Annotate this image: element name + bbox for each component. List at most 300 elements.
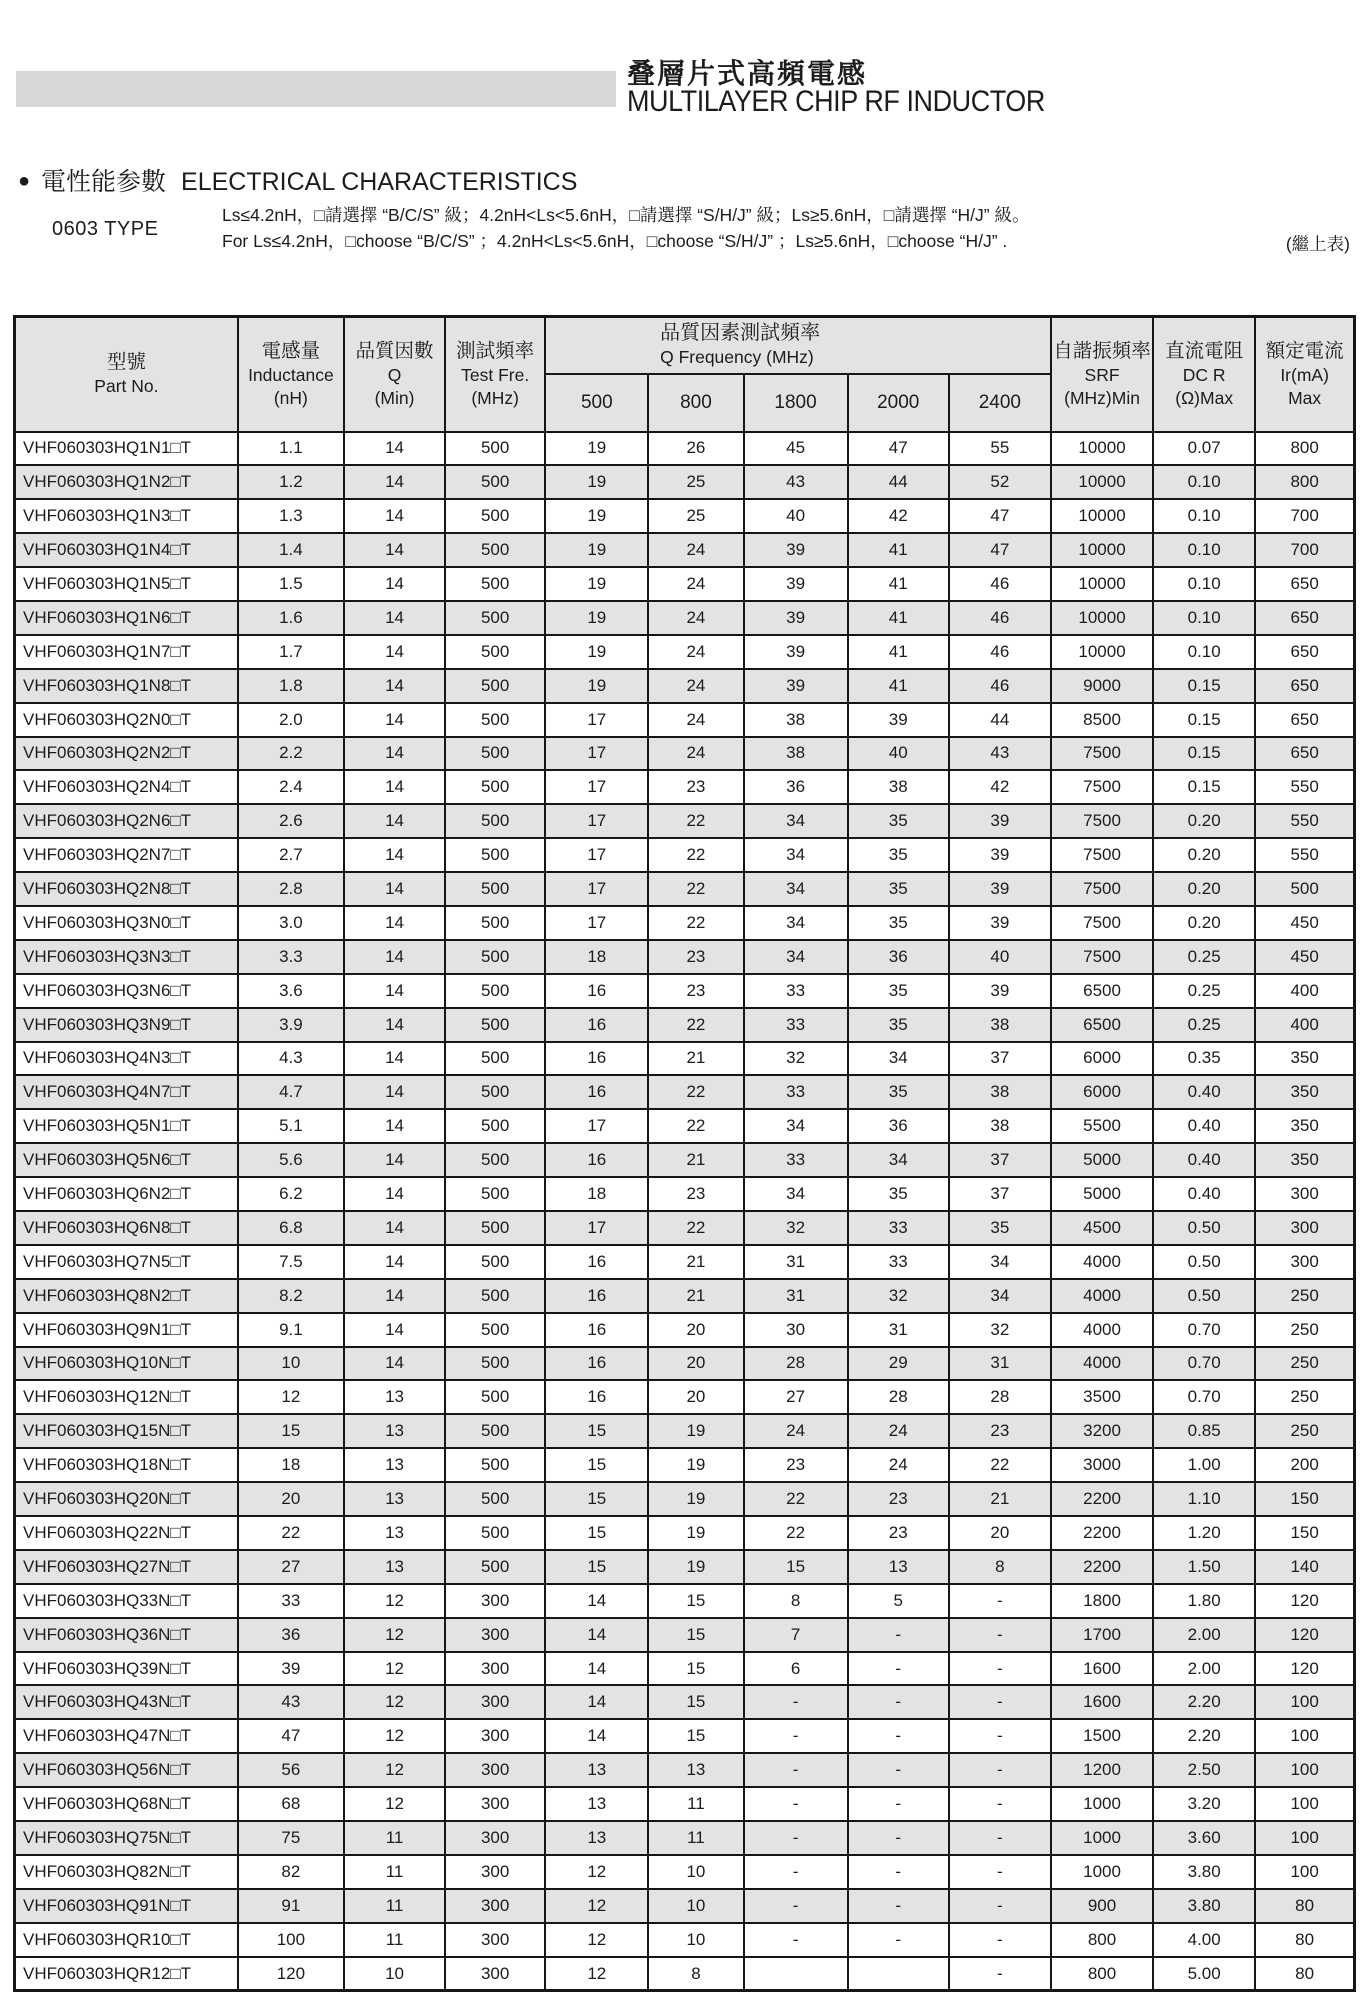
value-cell: 31 [848, 1313, 949, 1347]
value-cell: 35 [848, 872, 949, 906]
value-cell: 400 [1255, 974, 1354, 1008]
value-cell: 14 [344, 1347, 445, 1381]
value-cell: 300 [445, 1889, 545, 1923]
col-header-srf [1051, 317, 1153, 432]
value-cell: 24 [848, 1448, 949, 1482]
value-cell: 0.10 [1153, 567, 1255, 601]
value-cell: 14 [344, 838, 445, 872]
value-cell: 91 [238, 1889, 344, 1923]
part-no-cell: VHF060303HQ7N5□T [15, 1245, 238, 1279]
part-no-cell: VHF060303HQ1N4□T [15, 533, 238, 567]
value-cell: 550 [1255, 804, 1354, 838]
value-cell: 14 [545, 1685, 648, 1719]
value-cell: - [848, 1923, 949, 1957]
part-no-header-zh: 型號 [106, 351, 146, 374]
value-cell: 1200 [1051, 1753, 1153, 1787]
value-cell: 14 [545, 1719, 648, 1753]
value-cell: - [949, 1923, 1051, 1957]
col-header-2000mhz: 2000 [848, 374, 949, 432]
value-cell: 16 [545, 1380, 648, 1414]
value-cell: 0.15 [1153, 770, 1255, 804]
value-cell: 14 [344, 1245, 445, 1279]
value-cell: 19 [648, 1414, 743, 1448]
value-cell: 17 [545, 770, 648, 804]
ir-header-en: Ir(mA) [1280, 364, 1329, 385]
value-cell: 1.10 [1153, 1482, 1255, 1516]
value-cell: 35 [949, 1211, 1051, 1245]
value-cell: 35 [848, 1177, 949, 1211]
value-cell: 1000 [1051, 1787, 1153, 1821]
table-row [15, 1279, 1355, 1313]
value-cell: 34 [848, 1042, 949, 1076]
value-cell: 1.7 [238, 635, 344, 669]
part-no-cell: VHF060303HQ1N7□T [15, 635, 238, 669]
value-cell: 38 [949, 1109, 1051, 1143]
part-no-cell: VHF060303HQ2N2□T [15, 737, 238, 771]
value-cell: 12 [344, 1719, 445, 1753]
table-row [15, 499, 1355, 533]
value-cell: 800 [1051, 1957, 1153, 1991]
value-cell: 1.80 [1153, 1584, 1255, 1618]
value-cell: 17 [545, 838, 648, 872]
value-cell: 500 [445, 1279, 545, 1313]
value-cell: - [949, 1821, 1051, 1855]
value-cell: 12 [344, 1685, 445, 1719]
value-cell: 1000 [1051, 1821, 1153, 1855]
q-header-unit: (Min) [374, 387, 415, 408]
value-cell: 800 [1051, 1923, 1153, 1957]
part-no-cell: VHF060303HQ1N1□T [15, 432, 238, 466]
table-row [15, 1211, 1355, 1245]
part-no-cell: VHF060303HQ3N3□T [15, 940, 238, 974]
value-cell: 16 [545, 1279, 648, 1313]
value-cell: 14 [344, 770, 445, 804]
value-cell: 34 [848, 1143, 949, 1177]
value-cell: 120 [238, 1957, 344, 1991]
value-cell: 14 [344, 1211, 445, 1245]
test-fre-header-unit: (MHz) [471, 387, 519, 408]
value-cell: - [949, 1957, 1051, 1991]
part-no-cell: VHF060303HQ6N2□T [15, 1177, 238, 1211]
value-cell: 19 [545, 601, 648, 635]
value-cell: - [744, 1889, 848, 1923]
value-cell: 24 [648, 669, 743, 703]
value-cell: 10000 [1051, 499, 1153, 533]
value-cell: 15 [545, 1550, 648, 1584]
value-cell: 20 [238, 1482, 344, 1516]
table-row [15, 1584, 1355, 1618]
value-cell: 140 [1255, 1550, 1354, 1584]
value-cell: 3.3 [238, 940, 344, 974]
value-cell: 10 [344, 1957, 445, 1991]
value-cell: 7500 [1051, 838, 1153, 872]
value-cell: 14 [344, 1109, 445, 1143]
value-cell: 15 [648, 1685, 743, 1719]
value-cell: 32 [848, 1279, 949, 1313]
value-cell: 55 [949, 432, 1051, 466]
col-header-800mhz: 800 [648, 374, 743, 432]
value-cell: 8.2 [238, 1279, 344, 1313]
value-cell: 39 [744, 601, 848, 635]
value-cell: 150 [1255, 1482, 1354, 1516]
part-no-cell: VHF060303HQ1N2□T [15, 465, 238, 499]
table-row [15, 1652, 1355, 1686]
value-cell: 19 [545, 635, 648, 669]
value-cell: 40 [848, 737, 949, 771]
value-cell: 47 [848, 432, 949, 466]
value-cell: 0.70 [1153, 1347, 1255, 1381]
part-no-cell: VHF060303HQR10□T [15, 1923, 238, 1957]
value-cell: 1.3 [238, 499, 344, 533]
part-no-cell: VHF060303HQ56N□T [15, 1753, 238, 1787]
value-cell: 2200 [1051, 1482, 1153, 1516]
value-cell: 16 [545, 1313, 648, 1347]
value-cell: 5000 [1051, 1177, 1153, 1211]
part-no-cell: VHF060303HQ43N□T [15, 1685, 238, 1719]
value-cell: 300 [445, 1821, 545, 1855]
value-cell: 68 [238, 1787, 344, 1821]
table-row [15, 804, 1355, 838]
value-cell: 7500 [1051, 770, 1153, 804]
value-cell: 14 [344, 872, 445, 906]
value-cell: 44 [848, 465, 949, 499]
value-cell: 12 [344, 1618, 445, 1652]
value-cell: - [949, 1584, 1051, 1618]
electrical-characteristics-table [13, 315, 1356, 1992]
value-cell: 350 [1255, 1042, 1354, 1076]
value-cell: 0.15 [1153, 703, 1255, 737]
value-cell: 5.00 [1153, 1957, 1255, 1991]
value-cell: 27 [744, 1380, 848, 1414]
value-cell: 7500 [1051, 737, 1153, 771]
value-cell: 12 [545, 1889, 648, 1923]
value-cell: 4000 [1051, 1279, 1153, 1313]
value-cell: 0.35 [1153, 1042, 1255, 1076]
value-cell: 5.1 [238, 1109, 344, 1143]
inductance-header-zh: 電感量 [261, 339, 321, 362]
part-no-cell: VHF060303HQ27N□T [15, 1550, 238, 1584]
value-cell: 47 [949, 533, 1051, 567]
value-cell: 4000 [1051, 1313, 1153, 1347]
value-cell: 24 [648, 533, 743, 567]
value-cell: 39 [848, 703, 949, 737]
value-cell: 37 [949, 1143, 1051, 1177]
table-row [15, 1414, 1355, 1448]
value-cell: 0.50 [1153, 1279, 1255, 1313]
value-cell: 19 [648, 1550, 743, 1584]
value-cell: - [949, 1889, 1051, 1923]
value-cell: 300 [445, 1957, 545, 1991]
value-cell: 24 [648, 703, 743, 737]
value-cell: 1.8 [238, 669, 344, 703]
value-cell: 15 [744, 1550, 848, 1584]
part-no-cell: VHF060303HQ9N1□T [15, 1313, 238, 1347]
value-cell: 35 [848, 1008, 949, 1042]
value-cell: 10 [648, 1889, 743, 1923]
value-cell: 500 [445, 1075, 545, 1109]
value-cell: 22 [648, 1109, 743, 1143]
value-cell: 0.20 [1153, 838, 1255, 872]
value-cell: 40 [949, 940, 1051, 974]
value-cell: 19 [545, 432, 648, 466]
value-cell: 300 [445, 1923, 545, 1957]
type-label: 0603 TYPE [52, 218, 159, 240]
value-cell: 13 [545, 1787, 648, 1821]
value-cell: 300 [1255, 1245, 1354, 1279]
value-cell: 350 [1255, 1143, 1354, 1177]
value-cell: 6000 [1051, 1042, 1153, 1076]
value-cell: 650 [1255, 737, 1354, 771]
value-cell: 2.00 [1153, 1618, 1255, 1652]
value-cell: 39 [744, 635, 848, 669]
table-row [15, 1957, 1355, 1991]
value-cell: 350 [1255, 1075, 1354, 1109]
q-frequency-group-en: Q Frequency (MHz) [660, 347, 814, 368]
value-cell: 500 [445, 838, 545, 872]
value-cell: 10000 [1051, 601, 1153, 635]
value-cell: 0.25 [1153, 940, 1255, 974]
value-cell: 6 [744, 1652, 848, 1686]
value-cell: 34 [744, 804, 848, 838]
value-cell: 0.70 [1153, 1313, 1255, 1347]
value-cell: 8500 [1051, 703, 1153, 737]
part-no-cell: VHF060303HQ1N8□T [15, 669, 238, 703]
value-cell: 80 [1255, 1889, 1354, 1923]
value-cell: 0.20 [1153, 804, 1255, 838]
value-cell: 0.40 [1153, 1143, 1255, 1177]
value-cell: 500 [445, 872, 545, 906]
value-cell: 30 [744, 1313, 848, 1347]
value-cell: 500 [445, 1042, 545, 1076]
value-cell: 500 [445, 737, 545, 771]
part-no-cell: VHF060303HQ22N□T [15, 1516, 238, 1550]
part-no-cell: VHF060303HQ1N6□T [15, 601, 238, 635]
value-cell: 2200 [1051, 1550, 1153, 1584]
value-cell: 100 [1255, 1855, 1354, 1889]
value-cell: 15 [648, 1652, 743, 1686]
value-cell: 17 [545, 1109, 648, 1143]
value-cell: 100 [1255, 1753, 1354, 1787]
value-cell: 22 [648, 872, 743, 906]
part-no-cell: VHF060303HQ10N□T [15, 1347, 238, 1381]
col-header-test-frequency [445, 317, 545, 432]
part-no-cell: VHF060303HQ1N5□T [15, 567, 238, 601]
value-cell: 15 [648, 1719, 743, 1753]
value-cell: 100 [1255, 1719, 1354, 1753]
value-cell: 24 [648, 567, 743, 601]
value-cell: 0.50 [1153, 1245, 1255, 1279]
table-row [15, 1618, 1355, 1652]
value-cell: 15 [545, 1482, 648, 1516]
value-cell: 21 [648, 1245, 743, 1279]
value-cell: 1600 [1051, 1652, 1153, 1686]
value-cell: 24 [648, 737, 743, 771]
col-header-dcr [1153, 317, 1255, 432]
value-cell: 12 [344, 1753, 445, 1787]
value-cell: - [744, 1719, 848, 1753]
value-cell: 300 [445, 1618, 545, 1652]
table-row [15, 1550, 1355, 1584]
value-cell: 12 [545, 1855, 648, 1889]
value-cell: 13 [648, 1753, 743, 1787]
value-cell: 31 [744, 1279, 848, 1313]
value-cell: 3.9 [238, 1008, 344, 1042]
value-cell [848, 1957, 949, 1991]
value-cell: 36 [848, 940, 949, 974]
table-row [15, 1380, 1355, 1414]
value-cell: 9.1 [238, 1313, 344, 1347]
part-no-cell: VHF060303HQ5N6□T [15, 1143, 238, 1177]
value-cell: 27 [238, 1550, 344, 1584]
value-cell: 7500 [1051, 804, 1153, 838]
value-cell: 14 [344, 737, 445, 771]
value-cell: 34 [744, 940, 848, 974]
value-cell: 82 [238, 1855, 344, 1889]
value-cell: 7 [744, 1618, 848, 1652]
value-cell: 500 [445, 465, 545, 499]
part-no-cell: VHF060303HQ2N4□T [15, 770, 238, 804]
value-cell: 0.10 [1153, 635, 1255, 669]
value-cell: - [744, 1923, 848, 1957]
value-cell: 500 [445, 432, 545, 466]
part-no-cell: VHF060303HQ82N□T [15, 1855, 238, 1889]
value-cell: 20 [648, 1347, 743, 1381]
value-cell: 650 [1255, 635, 1354, 669]
value-cell: - [949, 1719, 1051, 1753]
value-cell: - [949, 1787, 1051, 1821]
value-cell: 29 [848, 1347, 949, 1381]
part-no-cell: VHF060303HQ20N□T [15, 1482, 238, 1516]
part-no-cell: VHF060303HQ47N□T [15, 1719, 238, 1753]
value-cell: 21 [648, 1143, 743, 1177]
value-cell: 500 [445, 703, 545, 737]
value-cell: 16 [545, 1347, 648, 1381]
value-cell: 33 [744, 1008, 848, 1042]
value-cell: 39 [949, 906, 1051, 940]
value-cell: 11 [344, 1855, 445, 1889]
table-row [15, 1923, 1355, 1957]
value-cell: 19 [545, 499, 648, 533]
value-cell: 3500 [1051, 1380, 1153, 1414]
table-row [15, 737, 1355, 771]
part-no-cell: VHF060303HQ18N□T [15, 1448, 238, 1482]
value-cell: 0.10 [1153, 601, 1255, 635]
table-row [15, 1109, 1355, 1143]
value-cell: 0.20 [1153, 906, 1255, 940]
value-cell: 8 [949, 1550, 1051, 1584]
value-cell: - [949, 1618, 1051, 1652]
value-cell: 13 [545, 1753, 648, 1787]
value-cell: 33 [744, 974, 848, 1008]
col-header-2400mhz: 2400 [949, 374, 1051, 432]
part-no-cell: VHF060303HQ15N□T [15, 1414, 238, 1448]
value-cell: 2.20 [1153, 1685, 1255, 1719]
value-cell: 10000 [1051, 432, 1153, 466]
value-cell: - [744, 1855, 848, 1889]
value-cell: 12 [545, 1957, 648, 1991]
value-cell: 25 [648, 465, 743, 499]
dcr-header-zh: 直流電阻 [1165, 339, 1244, 362]
value-cell: 19 [545, 533, 648, 567]
value-cell: 22 [949, 1448, 1051, 1482]
bullet-icon: ● [18, 170, 31, 192]
value-cell: 39 [949, 838, 1051, 872]
value-cell: 22 [744, 1516, 848, 1550]
value-cell: 35 [848, 1075, 949, 1109]
value-cell: 24 [848, 1414, 949, 1448]
value-cell: 10000 [1051, 567, 1153, 601]
value-cell: 16 [545, 1042, 648, 1076]
value-cell: 14 [344, 533, 445, 567]
part-no-header-en: Part No. [94, 376, 159, 397]
value-cell: 13 [344, 1516, 445, 1550]
value-cell: 5000 [1051, 1143, 1153, 1177]
table-row [15, 1719, 1355, 1753]
value-cell: 250 [1255, 1279, 1354, 1313]
value-cell: - [848, 1889, 949, 1923]
value-cell: 39 [238, 1652, 344, 1686]
value-cell: 13 [344, 1550, 445, 1584]
value-cell: 41 [848, 635, 949, 669]
continued-from-previous-label: (繼上表) [1285, 234, 1350, 254]
value-cell: 14 [344, 601, 445, 635]
value-cell: 1.20 [1153, 1516, 1255, 1550]
value-cell: 500 [445, 533, 545, 567]
header-gray-bar [16, 71, 616, 107]
value-cell: 17 [545, 804, 648, 838]
value-cell: 1.2 [238, 465, 344, 499]
value-cell: 14 [344, 974, 445, 1008]
value-cell: 500 [445, 601, 545, 635]
value-cell: 500 [445, 1414, 545, 1448]
table-row [15, 838, 1355, 872]
value-cell: 300 [445, 1855, 545, 1889]
value-cell: 1.4 [238, 533, 344, 567]
value-cell: 3.6 [238, 974, 344, 1008]
value-cell: 14 [344, 432, 445, 466]
value-cell: 13 [344, 1448, 445, 1482]
value-cell: 15 [545, 1516, 648, 1550]
value-cell: 3.0 [238, 906, 344, 940]
value-cell: 12 [344, 1652, 445, 1686]
value-cell: 47 [949, 499, 1051, 533]
value-cell: 1.1 [238, 432, 344, 466]
inductance-header-en: Inductance [248, 364, 334, 385]
value-cell: 10000 [1051, 533, 1153, 567]
value-cell: 300 [445, 1787, 545, 1821]
value-cell: 43 [949, 737, 1051, 771]
table-row [15, 1313, 1355, 1347]
value-cell: 14 [545, 1652, 648, 1686]
value-cell: 39 [949, 974, 1051, 1008]
value-cell: 52 [949, 465, 1051, 499]
value-cell: 15 [545, 1448, 648, 1482]
srf-header-zh: 自諧振頻率 [1053, 339, 1151, 362]
value-cell: 0.10 [1153, 499, 1255, 533]
value-cell: 39 [744, 567, 848, 601]
value-cell: 31 [949, 1347, 1051, 1381]
part-no-cell: VHF060303HQ2N6□T [15, 804, 238, 838]
value-cell: 41 [848, 533, 949, 567]
table-row [15, 1143, 1355, 1177]
srf-header-unit: (MHz)Min [1064, 387, 1140, 408]
value-cell: 23 [744, 1448, 848, 1482]
value-cell: 3.20 [1153, 1787, 1255, 1821]
value-cell: 500 [445, 635, 545, 669]
value-cell: 17 [545, 906, 648, 940]
value-cell: 14 [344, 1042, 445, 1076]
value-cell: 1800 [1051, 1584, 1153, 1618]
